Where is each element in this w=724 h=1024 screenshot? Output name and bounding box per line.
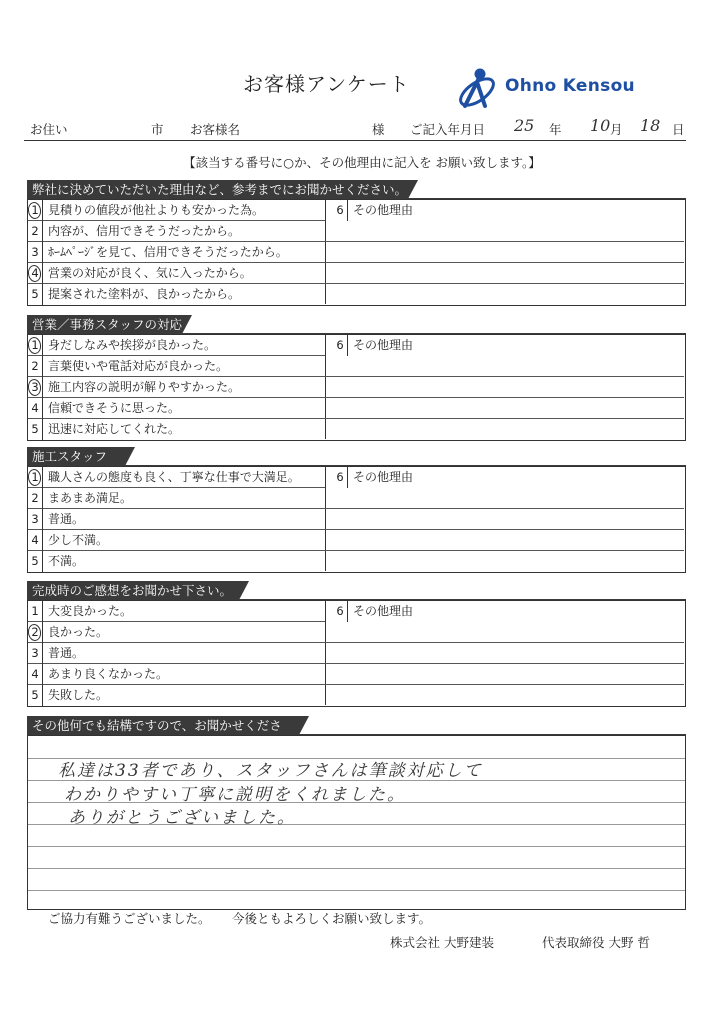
ohno-logo-mark-icon	[455, 66, 501, 110]
other-reason-number: 6	[333, 467, 348, 488]
section-reason-table	[27, 199, 686, 306]
customer-info-row	[24, 118, 686, 141]
customer-name-label: お客様名	[190, 122, 241, 137]
other-reason-number: 6	[333, 601, 348, 622]
option-2[interactable]: 2 良かった。	[28, 622, 326, 643]
footer-regards: 今後ともよろしくお願い致します。	[232, 911, 432, 926]
logo-text: Ohno Kensou	[505, 76, 635, 96]
day-unit: 日	[672, 122, 685, 137]
option-4[interactable]: 4 営業の対応が良く、気に入ったから。	[28, 263, 326, 284]
option-5[interactable]: 5 迅速に対応してくれた。	[28, 419, 326, 440]
survey-title: お客様アンケート	[243, 72, 410, 96]
instruction-text: 【該当する番号に○か、その他理由に記入を お願い致します。】	[183, 155, 541, 170]
date-label: ご記入年月日	[410, 122, 486, 137]
other-reason-label: その他理由	[353, 203, 414, 217]
sama-label: 様	[372, 122, 385, 137]
free-comment-header: その他何でも結構ですので、お聞かせください。	[27, 716, 299, 735]
option-4[interactable]: 4 少し不満。	[28, 530, 326, 551]
option-1[interactable]: 1 大変良かった。	[28, 601, 326, 622]
other-reason-label: その他理由	[353, 338, 414, 352]
year-value: 25	[514, 116, 535, 135]
day-value: 18	[640, 116, 661, 135]
section-staff-table	[27, 334, 686, 441]
option-3[interactable]: 3 普通。	[28, 509, 326, 530]
address-label: お住い	[30, 122, 68, 137]
year-unit: 年	[549, 122, 562, 137]
section-construction-header: 施工スタッフ	[27, 447, 125, 466]
comment-line-1: 私達は33者であり、スタッフさんは筆談対応して	[58, 761, 483, 781]
section-construction-table	[27, 466, 686, 573]
other-reason-label: その他理由	[353, 470, 414, 484]
section-completion-header: 完成時のご感想をお聞かせ下さい。	[27, 581, 239, 600]
company-logo	[455, 66, 665, 110]
option-4[interactable]: 4 あまり良くなかった。	[28, 664, 326, 685]
option-1[interactable]: 1 見積りの値段が他社よりも安かった為。	[28, 200, 326, 221]
other-reason-number: 6	[333, 200, 348, 221]
option-4[interactable]: 4 信頼できそうに思った。	[28, 398, 326, 419]
month-value: 10	[590, 116, 611, 135]
other-reason-label: その他理由	[353, 604, 414, 618]
option-1[interactable]: 1 身だしなみや挨拶が良かった。	[28, 335, 326, 356]
section-staff-header: 営業／事務スタッフの対応	[27, 315, 182, 334]
comment-line-3: ありがとうございました。	[68, 808, 296, 828]
section-reason-header: 弊社に決めていただいた理由など、参考までにお聞かせください。	[27, 180, 408, 199]
option-2[interactable]: 2 内容が、信用できそうだったから。	[28, 221, 326, 242]
option-3[interactable]: 3 ﾎｰﾑﾍﾟｰｼﾞを見て、信用できそうだったから。	[28, 242, 326, 263]
free-comment-box[interactable]	[27, 735, 686, 910]
option-5[interactable]: 5 提案された塗料が、良かったから。	[28, 284, 326, 305]
section-completion-table	[27, 600, 686, 707]
month-unit: 月	[610, 122, 623, 137]
footer-thanks: ご協力有難うございました。	[48, 911, 211, 926]
option-2[interactable]: 2 まあまあ満足。	[28, 488, 326, 509]
option-5[interactable]: 5 失敗した。	[28, 685, 326, 706]
comment-line-2: わかりやすい丁寧に説明をくれました。	[64, 785, 406, 805]
city-label: 市	[151, 122, 164, 137]
footer-ceo: 代表取締役 大野 哲	[542, 935, 650, 950]
option-2[interactable]: 2 言葉使いや電話対応が良かった。	[28, 356, 326, 377]
option-5[interactable]: 5 不満。	[28, 551, 326, 572]
option-3[interactable]: 3 普通。	[28, 643, 326, 664]
other-reason-number: 6	[333, 335, 348, 356]
footer-company: 株式会社 大野建装	[390, 935, 494, 950]
option-1[interactable]: 1 職人さんの態度も良く、丁寧な仕事で大満足。	[28, 467, 326, 488]
option-3[interactable]: 3 施工内容の説明が解りやすかった。	[28, 377, 326, 398]
